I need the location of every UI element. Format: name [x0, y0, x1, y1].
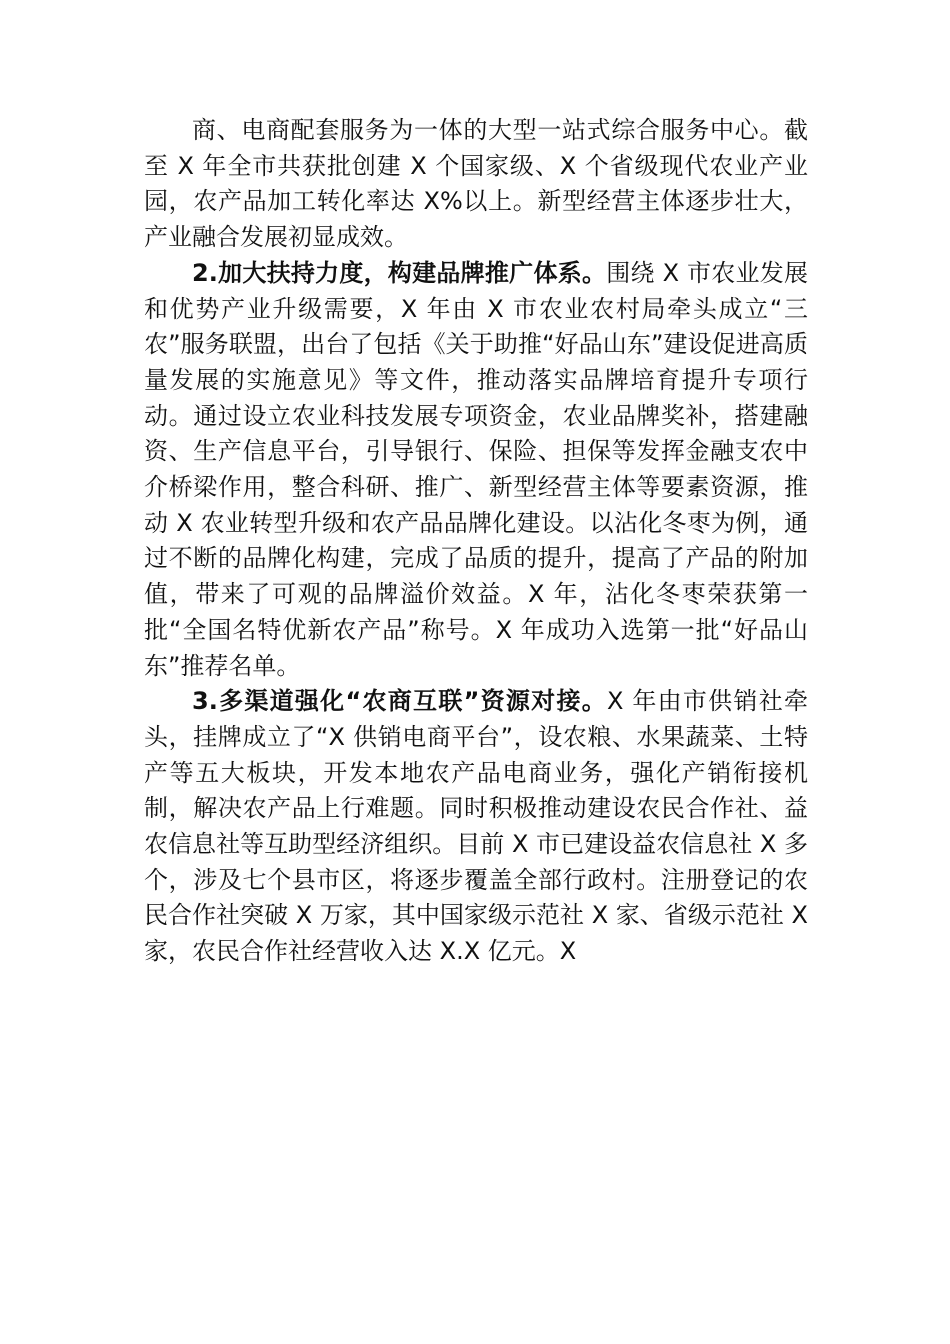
- paragraph-body: X 年由市供销社牵头，挂牌成立了“X 供销电商平台”，设农粮、水果蔬菜、土特产等五大板块，开发本地农产品电商业务，强化产销衔接机制，解决农产品上行难题。同时积极推动建设农民合作社、益农信息社等互助型经济组织。目前 X 市已建设益农信息社 X 多个，涉及七个县市区，将逐步覆盖全部行政村。注册登记的农民合作社突破 X 万家，其中国家级示范社 X 家、省级示范社 X 家，农民合作社经营收入达 X.X 亿元。X: [144, 687, 808, 966]
- paragraph-brand-support: [144, 256, 808, 684]
- paragraph-agri-commerce: [144, 684, 808, 970]
- section-heading: 2.加大扶持力度，构建品牌推广体系。: [192, 258, 607, 287]
- paragraph-body: 围绕 X 市农业发展和优势产业升级需要，X 年由 X 市农业农村局牵头成立“三农”服务联盟，出台了包括《关于助推“好品山东”建设促进高质量发展的实施意见》等文件，推动落实品牌培育提升专项行动。通过设立农业科技发展专项资金，农业品牌奖补，搭建融资、生产信息平台，引导银行、保险、担保等发挥金融支农中介桥梁作用，整合科研、推广、新型经营主体等要素资源，推动 X 农业转型升级和农产品品牌化建设。以沾化冬枣为例，通过不断的品牌化构建，完成了品质的提升，提高了产品的附加值，带来了可观的品牌溢价效益。X 年，沾化冬枣荣获第一批“全国名特优新农产品”称号。X 年成功入选第一批“好品山东”推荐名单。: [144, 258, 808, 680]
- paragraph-continuation: [144, 113, 808, 256]
- section-heading: 3.多渠道强化“农商互联”资源对接。: [192, 687, 607, 716]
- document-page: [144, 113, 808, 970]
- paragraph-body: 商、电商配套服务为一体的大型一站式综合服务中心。截至 X 年全市共获批创建 X 个国家级、X 个省级现代农业产业园，农产品加工转化率达 X%以上。新型经营主体逐步壮大，产业融合发展初显成效。: [144, 116, 808, 252]
